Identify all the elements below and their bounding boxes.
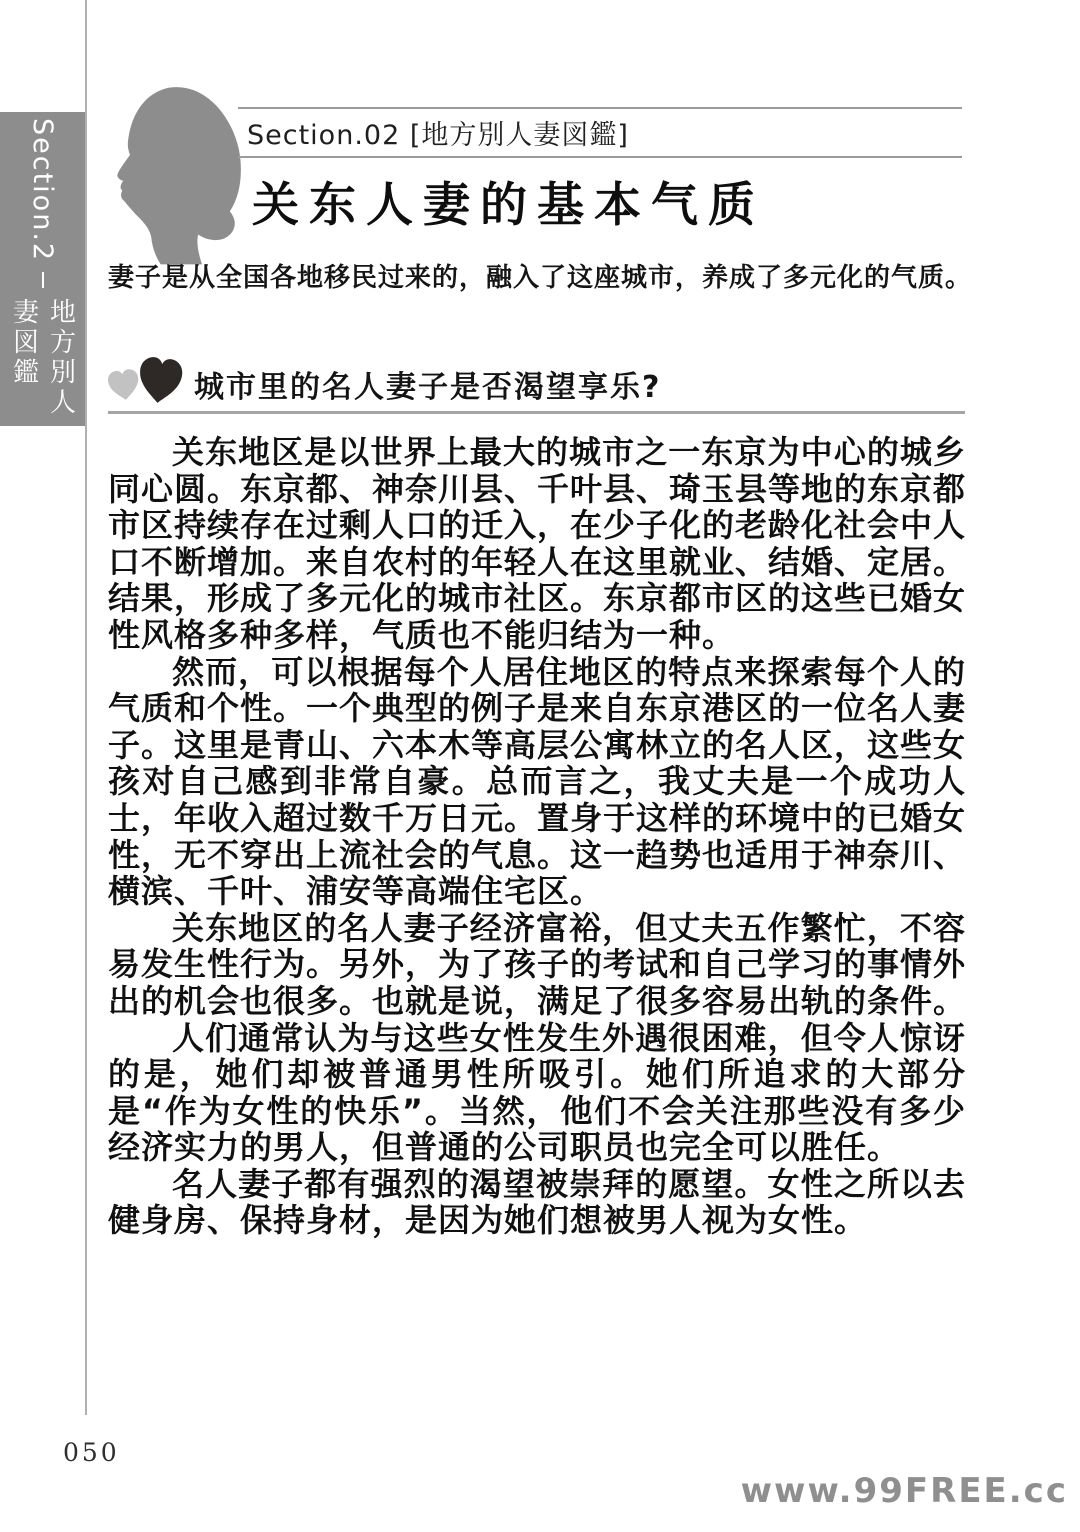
- header-rule-top: [238, 107, 962, 109]
- paragraph: 关东地区的名人妻子经济富裕，但丈夫五作繁忙，不容易发生性行为。另外，为了孩子的考试和自己学习的事情外出的机会也很多。也就是说，满足了很多容易出轨的条件。: [108, 908, 967, 1020]
- sidebar-vertical-rule: [85, 0, 87, 1415]
- header-rule-bottom: [238, 156, 962, 158]
- paragraph: 人们通常认为与这些女性发生外遇很困难，但令人惊讶的是，她们却被普通男性所吸引。她们所追求的大部分是“作为女性的快乐”。当然，他们不会关注那些没有多少经济实力的男人，但普通的公司职员也完全可以胜任。: [108, 1018, 966, 1167]
- double-heart-icon: [106, 356, 188, 412]
- paragraph: 关东地区是以世界上最大的城市之一东京为中心的城乡同心圆。东京都、神奈川县、千叶县、琦玉县等地的东京都市区持续存在过剩人口的迁入，在少子化的老龄化社会中人口不断增加。来自农村的年轻人在这里就业、结婚、定居。结果，形成了多元化的城市社区。东京都市区的这些已婚女性风格多种多样，气质也不能归结为一种。: [108, 433, 967, 654]
- sidebar-section-label: Section.2: [27, 118, 58, 263]
- topic-heading: 城市里的名人妻子是否渴望享乐?: [194, 370, 662, 405]
- lede-text: 妻子是从全国各地移民过来的，融入了这座城市，养成了多元化的气质。: [108, 263, 973, 293]
- article-body: [108, 434, 966, 1239]
- sidebar-section-title: 地方別人妻図鑑: [8, 297, 76, 418]
- section-sidebar: [0, 112, 85, 426]
- sidebar-vertical-text: [6, 112, 80, 426]
- page-title: 关东人妻的基本气质: [252, 178, 765, 233]
- paragraph: 然而，可以根据每个人居住地区的特点来探索每个人的气质和个性。一个典型的例子是来自东京港区的一位名人妻子。这里是青山、六本木等高层公寓林立的名人区，这些女孩对自己感到非常自豪。总而言之，我丈夫是一个成功人士，年收入超过数千万日元。置身于这样的环境中的已婚女性，无不穿出上流社会的气息。这一趋势也适用于神奈川、横滨、千叶、浦安等高端住宅区。: [108, 652, 967, 911]
- woman-profile-silhouette-icon: [106, 82, 250, 270]
- section-kicker: Section.02 [地方別人妻図鑑]: [247, 120, 629, 151]
- topic-rule: [108, 411, 965, 414]
- sidebar-separator: [42, 272, 44, 288]
- watermark: www.99FREE.cc: [740, 1471, 1068, 1511]
- paragraph: 名人妻子都有强烈的渴望被崇拜的愿望。女性之所以去健身房、保持身材，是因为她们想被男人视为女性。: [108, 1164, 966, 1240]
- topic-heading-row: [106, 356, 966, 412]
- page-number: 050: [63, 1438, 120, 1467]
